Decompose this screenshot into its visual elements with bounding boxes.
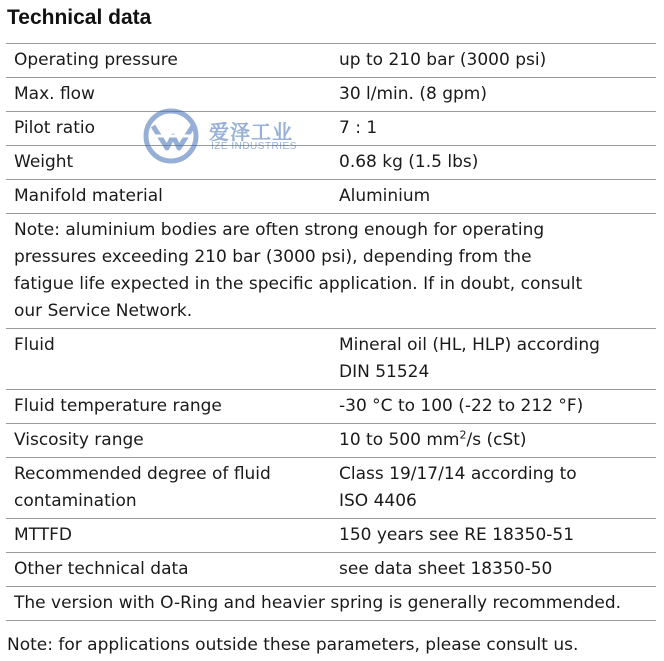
row-label (6, 461, 331, 518)
table-row-pilot-ratio (6, 112, 656, 146)
table-row-contamination (6, 458, 656, 519)
row-value: 0.68 kg (1.5 lbs) (339, 152, 479, 172)
row-value: -30 °C to 100 (-22 to 212 °F) (339, 396, 584, 416)
aluminium-note (6, 217, 656, 328)
contamination-value-line: ISO 4406 (339, 491, 417, 511)
table-row-max-flow (6, 78, 656, 112)
row-label: Fluid temperature range (14, 396, 222, 416)
row-value: see data sheet 18350-50 (339, 559, 553, 579)
contamination-label-line: Recommended degree of fluid (14, 464, 271, 484)
row-label: Fluid (14, 335, 55, 355)
table-row-other-technical-data (6, 553, 656, 587)
fluid-value-line: Mineral oil (HL, HLP) according (339, 335, 600, 355)
row-label: Weight (14, 152, 74, 172)
viscosity-superscript: 2 (459, 428, 467, 442)
row-value: Aluminium (339, 186, 431, 206)
row-label: Operating pressure (14, 50, 178, 70)
aluminium-note-line: Note: aluminium bodies are often strong enough for operating (14, 220, 545, 240)
row-label: Max. flow (14, 84, 95, 104)
aluminium-note-line: our Service Network. (14, 301, 193, 321)
row-label: Pilot ratio (14, 118, 95, 138)
viscosity-prefix: 10 to 500 mm (339, 430, 460, 450)
row-value: up to 210 bar (3000 psi) (339, 50, 547, 70)
oring-note: The version with O-Ring and heavier spring is generally recommended. (14, 593, 622, 613)
fluid-value-line: DIN 51524 (339, 362, 430, 382)
row-label: MTTFD (14, 525, 73, 545)
table-row-weight (6, 146, 656, 180)
row-label: Manifold material (14, 186, 163, 206)
row-label: Viscosity range (14, 430, 144, 450)
table-row-fluid (6, 329, 656, 390)
table-row-operating-pressure (6, 44, 656, 78)
aluminium-note-line: pressures exceeding 210 bar (3000 psi), depending from the (14, 247, 532, 267)
table-row-oring-note (6, 587, 656, 621)
table-row-aluminium-note (6, 214, 656, 329)
row-value (331, 332, 656, 389)
row-value: 150 years see RE 18350-51 (339, 525, 575, 545)
table-row-fluid-temperature (6, 390, 656, 424)
watermark-text-en: IZE INDUSTRIES (211, 141, 297, 152)
footer-note: Note: for applications outside these parameters, please consult us. (7, 635, 579, 655)
table-row-mttfd (6, 519, 656, 553)
table-row-viscosity (6, 424, 656, 458)
row-label: Other technical data (14, 559, 189, 579)
technical-data-table (6, 43, 656, 621)
row-value (331, 461, 656, 518)
page-title: Technical data (7, 6, 152, 29)
watermark-text-cn: 爱泽工业 (209, 120, 293, 144)
viscosity-suffix: /s (cSt) (466, 430, 527, 450)
contamination-label-line: contamination (14, 491, 137, 511)
table-row-manifold-material (6, 180, 656, 214)
row-value: 30 l/min. (8 gpm) (339, 84, 487, 104)
row-value: 7 : 1 (339, 118, 378, 138)
row-value (331, 427, 656, 457)
aluminium-note-line: fatigue life expected in the specific application. If in doubt, consult (14, 274, 583, 294)
contamination-value-line: Class 19/17/14 according to (339, 464, 577, 484)
